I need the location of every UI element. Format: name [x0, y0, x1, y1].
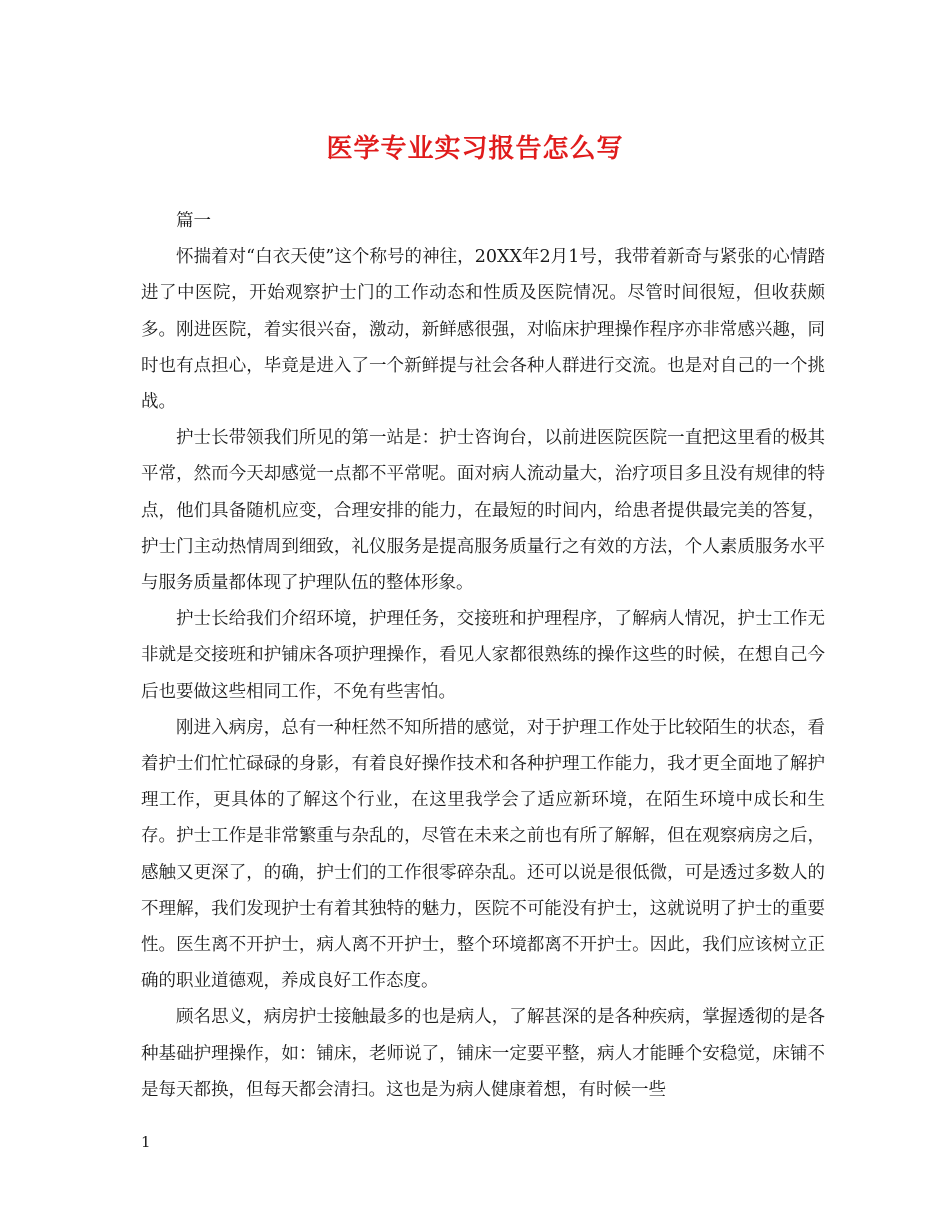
- section-label: 篇一: [176, 211, 211, 231]
- document-body: [141, 203, 825, 1108]
- paragraph-5: 顾名思义，病房护士接触最多的也是病人，了解甚深的是各种疾病，掌握透彻的是各种基础护理操作，如：铺床，老师说了，铺床一定要平整，病人才能睡个安稳觉，床铺不是每天都换，但每天都会清扫。这也是为病人健康着想，有时候一些: [141, 1007, 825, 1100]
- paragraph-4: 刚进入病房，总有一种枉然不知所措的感觉，对于护理工作处于比较陌生的状态，看着护士们忙忙碌碌的身影，有着良好操作技术和各种护理工作能力，我才更全面地了解护理工作，更具体的了解这个行业，在这里我学会了适应新环境，在陌生环境中成长和生存。护士工作是非常繁重与杂乱的，尽管在未来之前也有所了解解，但在观察病房之后，感触又更深了，的确，护士们的工作很零碎杂乱。还可以说是很低微，可是透过多数人的不理解，我们发现护士有着其独特的魅力，医院不可能没有护士，这就说明了护士的重要性。医生离不开护士，病人离不开护士，整个环境都离不开护士。因此，我们应该树立正确的职业道德观，养成良好工作态度。: [141, 717, 825, 992]
- page-number: 1: [141, 1133, 151, 1151]
- document-title: 医学专业实习报告怎么写: [326, 134, 624, 164]
- paragraph-1: 怀揣着对“白衣天使”这个称号的神往，20XX年2月1号，我带着新奇与紧张的心情踏进了中医院，开始观察护士门的工作动态和性质及医院情况。尽管时间很短，但收获颇多。刚进医院，着实很兴奋，激动，新鲜感很强，对临床护理操作程序亦非常感兴趣，同时也有点担心，毕竟是进入了一个新鲜提与社会各种人群进行交流。也是对自己的一个挑战。: [141, 247, 825, 413]
- paragraph-3: 护士长给我们介绍环境，护理任务，交接班和护理程序，了解病人情况，护士工作无非就是交接班和护铺床各项护理操作，看见人家都很熟练的操作这些的时候，在想自己今后也要做这些相同工作，不免有些害怕。: [141, 609, 825, 702]
- paragraph-2: 护士长带领我们所见的第一站是：护士咨询台，以前进医院医院一直把这里看的极其平常，然而今天却感觉一点都不平常呢。面对病人流动量大，治疗项目多且没有规律的特点，他们具备随机应变，合理安排的能力，在最短的时间内，给患者提供最完美的答复，护士门主动热情周到细致，礼仪服务是提高服务质量行之有效的方法，个人素质服务水平与服务质量都体现了护理队伍的整体形象。: [141, 428, 825, 594]
